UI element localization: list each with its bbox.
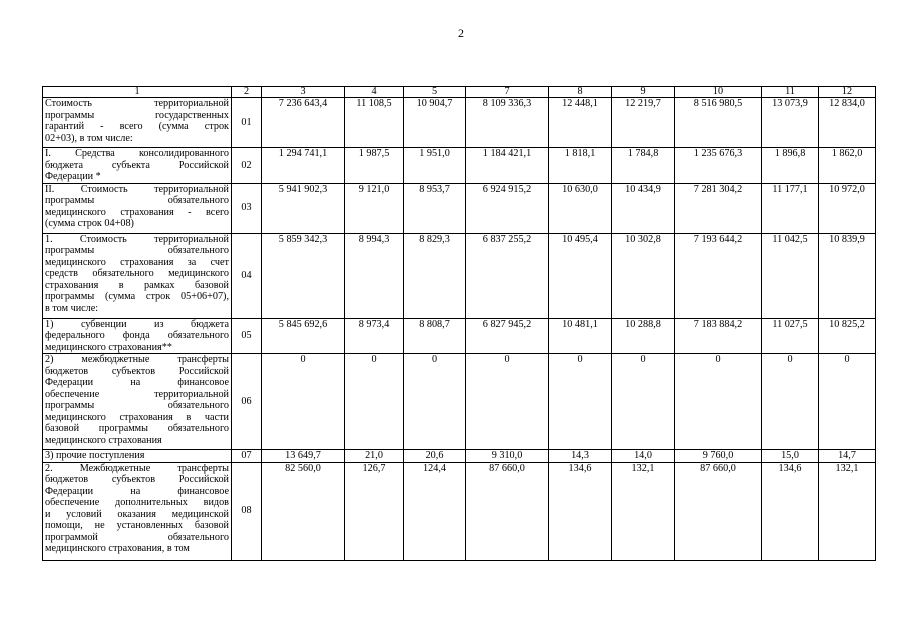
value-cell: 1 862,0: [819, 148, 876, 184]
row-label-line: медицинского страхования - всего: [45, 206, 229, 218]
column-header: 4: [345, 87, 404, 98]
value-cell: 10 630,0: [549, 183, 612, 233]
row-label-line: программы обязательного: [45, 195, 229, 206]
value-cell: 10 288,8: [612, 318, 675, 354]
row-label-line: помощи, не установленных базовой: [45, 520, 229, 531]
value-cell: 13 649,7: [262, 450, 345, 463]
value-cell: 10 839,9: [819, 233, 876, 318]
row-label: [43, 233, 232, 318]
column-header: 8: [549, 87, 612, 98]
value-cell: 9 121,0: [345, 183, 404, 233]
value-cell: 6 827 945,2: [466, 318, 549, 354]
value-cell: 6 924 915,2: [466, 183, 549, 233]
value-cell: 20,6: [404, 450, 466, 463]
value-cell: 12 219,7: [612, 98, 675, 148]
row-label-line: 1) субвенции из бюджета: [45, 318, 229, 330]
row-label-line: средств обязательного медицинского: [45, 268, 229, 279]
table-row: [43, 148, 876, 184]
row-label: [43, 462, 232, 560]
table-row: [43, 354, 876, 450]
value-cell: 8 109 336,3: [466, 98, 549, 148]
table-row: [43, 450, 876, 463]
row-label-line: Федерации на финансовое: [45, 485, 229, 497]
column-header: 7: [466, 87, 549, 98]
row-label-line: программы обязательного: [45, 245, 229, 256]
value-cell: 10 302,8: [612, 233, 675, 318]
value-cell: 14,7: [819, 450, 876, 463]
value-cell: 134,6: [762, 462, 819, 560]
value-cell: 11 108,5: [345, 98, 404, 148]
row-code: 06: [232, 354, 262, 450]
value-cell: 0: [675, 354, 762, 450]
value-cell: 15,0: [762, 450, 819, 463]
value-cell: 8 994,3: [345, 233, 404, 318]
value-cell: 0: [262, 354, 345, 450]
value-cell: 5 941 902,3: [262, 183, 345, 233]
column-header: 3: [262, 87, 345, 98]
column-header: 10: [675, 87, 762, 98]
value-cell: 10 904,7: [404, 98, 466, 148]
value-cell: 132,1: [612, 462, 675, 560]
value-cell: 82 560,0: [262, 462, 345, 560]
row-label-line: страхования в рамках базовой: [45, 279, 229, 291]
value-cell: 9 760,0: [675, 450, 762, 463]
value-cell: 7 193 644,2: [675, 233, 762, 318]
row-label-line: 2. Межбюджетные трансферты: [45, 462, 229, 474]
table-body: [43, 87, 876, 561]
table-row: [43, 318, 876, 354]
value-cell: 12 448,1: [549, 98, 612, 148]
value-cell: 9 310,0: [466, 450, 549, 463]
value-cell: 134,6: [549, 462, 612, 560]
value-cell: 1 896,8: [762, 148, 819, 184]
row-label-line: бюджетов субъектов Российской: [45, 474, 229, 485]
row-code: 08: [232, 462, 262, 560]
table-row: [43, 98, 876, 148]
value-cell: 87 660,0: [675, 462, 762, 560]
row-label-line: II. Стоимость территориальной: [45, 183, 229, 195]
value-cell: 13 073,9: [762, 98, 819, 148]
row-label: [43, 98, 232, 148]
value-cell: 11 177,1: [762, 183, 819, 233]
value-cell: 124,4: [404, 462, 466, 560]
value-cell: 11 042,5: [762, 233, 819, 318]
column-header: 12: [819, 87, 876, 98]
row-label-line: и условий оказания медицинской: [45, 508, 229, 520]
value-cell: 132,1: [819, 462, 876, 560]
row-code: 04: [232, 233, 262, 318]
value-cell: 1 294 741,1: [262, 148, 345, 184]
row-label-line: медицинского страхования в части: [45, 411, 229, 423]
column-header: 11: [762, 87, 819, 98]
value-cell: 1 184 421,1: [466, 148, 549, 184]
value-cell: 8 829,3: [404, 233, 466, 318]
value-cell: 21,0: [345, 450, 404, 463]
value-cell: 0: [466, 354, 549, 450]
value-cell: 1 987,5: [345, 148, 404, 184]
table-row: [43, 233, 876, 318]
table-row: [43, 183, 876, 233]
row-label-line: программы государственных: [45, 109, 229, 121]
value-cell: 0: [819, 354, 876, 450]
row-label-line: программой обязательного: [45, 531, 229, 543]
value-cell: 12 834,0: [819, 98, 876, 148]
row-label-line: базовой программы обязательного: [45, 423, 229, 434]
row-label-line: обеспечение территориальной: [45, 388, 229, 400]
value-cell: 0: [612, 354, 675, 450]
row-label-line: 2) межбюджетные трансферты: [45, 354, 229, 365]
header-row: [43, 87, 876, 98]
row-label-line: медицинского страхования, в том: [45, 543, 190, 554]
value-cell: 0: [345, 354, 404, 450]
row-label-line: Федерации *: [45, 171, 101, 182]
value-cell: 10 825,2: [819, 318, 876, 354]
row-label-line: гарантий - всего (сумма строк: [45, 121, 229, 132]
value-cell: 10 972,0: [819, 183, 876, 233]
column-header: 9: [612, 87, 675, 98]
row-label-line: федерального фонда обязательного: [45, 330, 229, 341]
value-cell: 10 434,9: [612, 183, 675, 233]
value-cell: 0: [549, 354, 612, 450]
value-cell: 11 027,5: [762, 318, 819, 354]
row-label-line: 1. Стоимость территориальной: [45, 233, 229, 245]
row-label-line: медицинского страхования за счет: [45, 256, 229, 268]
value-cell: 10 481,1: [549, 318, 612, 354]
row-label-line: 3) прочие поступления: [45, 450, 145, 461]
value-cell: 8 516 980,5: [675, 98, 762, 148]
row-label: [43, 148, 232, 184]
value-cell: 7 183 884,2: [675, 318, 762, 354]
value-cell: 5 859 342,3: [262, 233, 345, 318]
value-cell: 87 660,0: [466, 462, 549, 560]
value-cell: 126,7: [345, 462, 404, 560]
row-label: [43, 354, 232, 450]
value-cell: 10 495,4: [549, 233, 612, 318]
row-label-line: Стоимость территориальной: [45, 98, 229, 109]
value-cell: 6 837 255,2: [466, 233, 549, 318]
row-label-line: обеспечение дополнительных видов: [45, 497, 229, 508]
value-cell: 1 951,0: [404, 148, 466, 184]
row-label-line: I. Средства консолидированного: [45, 148, 229, 159]
row-code: 01: [232, 98, 262, 148]
table-row: [43, 462, 876, 560]
value-cell: 1 818,1: [549, 148, 612, 184]
row-label-line: медицинского страхования: [45, 434, 162, 446]
value-cell: 0: [762, 354, 819, 450]
value-cell: 7 281 304,2: [675, 183, 762, 233]
value-cell: 8 953,7: [404, 183, 466, 233]
row-label-line: бюджетов субъектов Российской: [45, 365, 229, 377]
row-code: 02: [232, 148, 262, 184]
column-header: 2: [232, 87, 262, 98]
row-label-line: программы обязательного: [45, 400, 229, 411]
value-cell: 8 808,7: [404, 318, 466, 354]
row-label-line: программы (сумма строк 05+06+07),: [45, 291, 229, 302]
row-label-line: Федерации на финансовое: [45, 377, 229, 388]
value-cell: 7 236 643,4: [262, 98, 345, 148]
value-cell: 5 845 692,6: [262, 318, 345, 354]
row-label-line: бюджета субъекта Российской: [45, 159, 229, 171]
row-code: 03: [232, 183, 262, 233]
page-number: 2: [458, 26, 464, 40]
value-cell: 14,0: [612, 450, 675, 463]
row-label-line: медицинского страхования**: [45, 341, 172, 353]
row-code: 05: [232, 318, 262, 354]
row-label: [43, 318, 232, 354]
value-cell: 14,3: [549, 450, 612, 463]
row-label: [43, 183, 232, 233]
value-cell: 1 235 676,3: [675, 148, 762, 184]
value-cell: 0: [404, 354, 466, 450]
column-header: 5: [404, 87, 466, 98]
row-label-line: 02+03), в том числе:: [45, 132, 133, 144]
value-cell: 8 973,4: [345, 318, 404, 354]
value-cell: 1 784,8: [612, 148, 675, 184]
row-label-line: в том числе:: [45, 302, 99, 314]
row-label: [43, 450, 232, 463]
row-label-line: (сумма строк 04+08): [45, 218, 134, 229]
budget-table: [42, 86, 876, 561]
row-code: 07: [232, 450, 262, 463]
column-header: 1: [43, 87, 232, 98]
